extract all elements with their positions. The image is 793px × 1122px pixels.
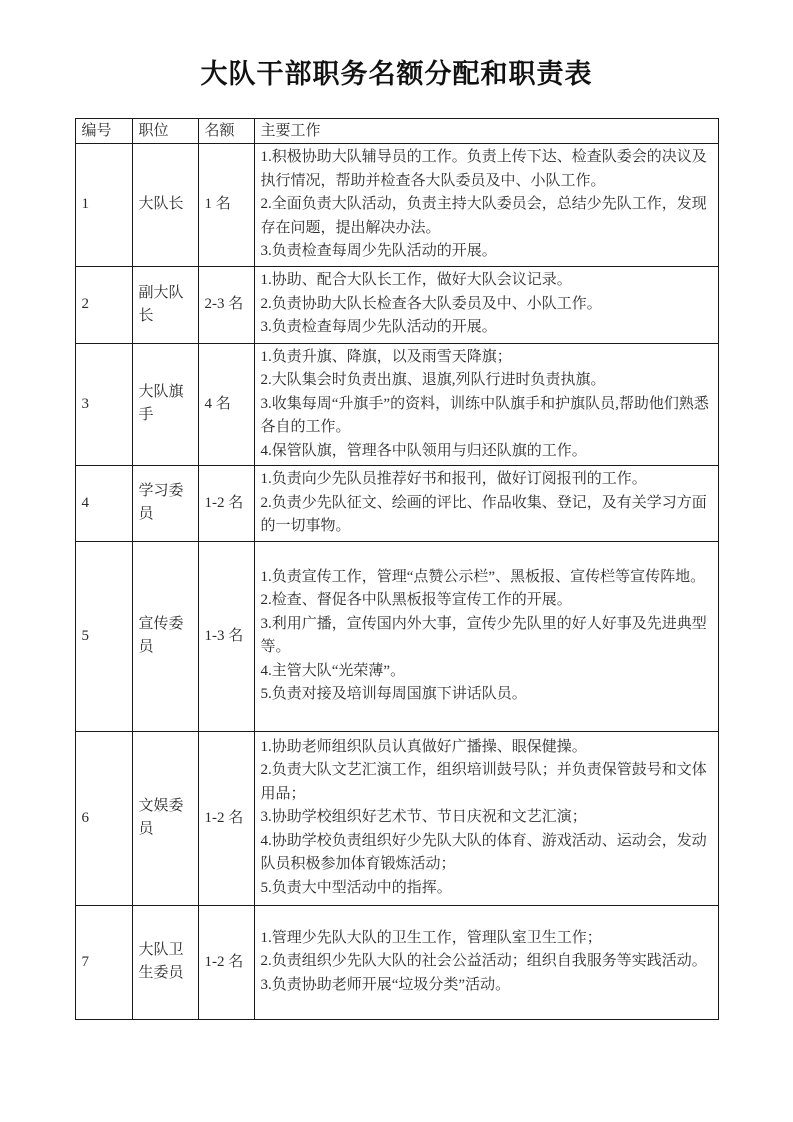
duties-cell <box>254 466 718 542</box>
position-cell: 大队卫生委员 <box>132 905 198 1019</box>
table-row <box>75 343 718 466</box>
duty-item: 3.负责检查每周少先队活动的开展。 <box>260 243 497 259</box>
position-cell: 宣传委员 <box>132 541 198 731</box>
table-row <box>75 266 718 343</box>
duties-cell <box>254 541 718 731</box>
duty-item: 1.负责升旗、降旗，以及雨雪天降旗； <box>260 348 512 365</box>
duties-cell <box>254 266 718 343</box>
quota-cell: 1-3 名 <box>198 541 254 731</box>
row-number-cell: 6 <box>75 731 132 905</box>
duty-item: 2.负责协助大队长检查各大队委员及中、小队工作。 <box>260 295 602 312</box>
quota-cell: 2-3 名 <box>198 266 254 343</box>
header-main-work: 主要工作 <box>254 119 718 144</box>
table-row <box>75 731 718 905</box>
duties-cell <box>254 343 718 466</box>
table-row <box>75 466 718 542</box>
header-position: 职位 <box>132 119 198 144</box>
row-number-cell: 3 <box>75 343 132 466</box>
duty-item: 3.收集每周“升旗手”的资料，训练中队旗手和护旗队员,帮助他们熟悉各自的工作。 <box>260 395 709 435</box>
duty-item: 2.检查、督促各中队黑板报等宣传工作的开展。 <box>260 592 572 608</box>
position-cell: 文娱委员 <box>132 731 198 905</box>
quota-cell: 1-2 名 <box>198 731 254 905</box>
header-quota: 名额 <box>198 119 254 144</box>
table-body <box>75 144 718 1020</box>
quota-cell: 1-2 名 <box>198 905 254 1019</box>
duty-item: 1.积极协助大队辅导员的工作。负责上传下达、检查队委会的决议及执行情况，帮助并检查各大队委员及中、小队工作。 <box>260 149 707 189</box>
row-number-cell: 7 <box>75 905 132 1019</box>
duty-item: 4.主管大队“光荣薄”。 <box>260 662 406 679</box>
duty-item: 3.负责检查每周少先队活动的开展。 <box>260 319 497 336</box>
table-row <box>75 541 718 731</box>
quota-cell: 1 名 <box>198 144 254 267</box>
row-number-cell: 5 <box>75 541 132 731</box>
duty-item: 4.保管队旗，管理各中队领用与归还队旗的工作。 <box>260 442 587 459</box>
duty-item: 1.协助老师组织队员认真做好广播操、眼保健操。 <box>260 738 587 755</box>
row-number-cell: 2 <box>75 266 132 343</box>
duty-item: 2.全面负责大队活动，负责主持大队委员会，总结少先队工作，发现存在问题，提出解决办法。 <box>260 196 707 236</box>
table-row <box>75 144 718 267</box>
duties-cell <box>254 905 718 1019</box>
duty-item: 3.协助学校组织好艺术节、节日庆祝和文艺汇演； <box>260 809 587 826</box>
position-cell: 大队旗手 <box>132 343 198 466</box>
duty-item: 2.大队集会时负责出旗、退旗,列队行进时负责执旗。 <box>260 372 606 388</box>
duty-item: 3.利用广播，宣传国内外大事，宣传少先队里的好人好事及先进典型等。 <box>260 615 707 655</box>
duty-item: 1.协助、配合大队长工作，做好大队会议记录。 <box>260 272 572 289</box>
duty-item: 1.管理少先队大队的卫生工作，管理队室卫生工作； <box>260 929 602 946</box>
duties-cell <box>254 731 718 905</box>
duty-item: 4.协助学校负责组织好少先队大队的体育、游戏活动、运动会，发动队员积极参加体育锻炼活动； <box>260 832 707 873</box>
row-number-cell: 1 <box>75 144 132 267</box>
table-row <box>75 905 718 1019</box>
header-number: 编号 <box>75 119 132 144</box>
duty-item: 5.负责大中型活动中的指挥。 <box>260 879 452 896</box>
duty-table <box>75 118 719 1020</box>
position-cell: 学习委员 <box>132 466 198 542</box>
duty-item: 2.负责大队文艺汇演工作，组织培训鼓号队；并负责保管鼓号和文体用品； <box>260 762 707 802</box>
duty-item: 3.负责协助老师开展“垃圾分类”活动。 <box>260 976 511 993</box>
duty-item: 2.负责组织少先队大队的社会公益活动；组织自我服务等实践活动。 <box>260 953 707 970</box>
position-cell: 副大队长 <box>132 266 198 343</box>
duty-item: 1.负责宣传工作，管理“点赞公示栏”、黑板报、宣传栏等宣传阵地。 <box>260 568 706 585</box>
quota-cell: 1-2 名 <box>198 466 254 542</box>
page-title: 大队干部职务名额分配和职责表 <box>200 59 593 89</box>
duty-item: 1.负责向少先队员推荐好书和报刊，做好订阅报刊的工作。 <box>260 471 647 487</box>
position-cell: 大队长 <box>132 144 198 267</box>
quota-cell: 4 名 <box>198 343 254 466</box>
duty-item: 2.负责少先队征文、绘画的评比、作品收集、登记，及有关学习方面的一切事物。 <box>260 494 707 534</box>
table-header-row <box>75 119 718 144</box>
duties-cell <box>254 144 718 267</box>
row-number-cell: 4 <box>75 466 132 542</box>
duty-item: 5.负责对接及培训每周国旗下讲话队员。 <box>260 686 527 702</box>
